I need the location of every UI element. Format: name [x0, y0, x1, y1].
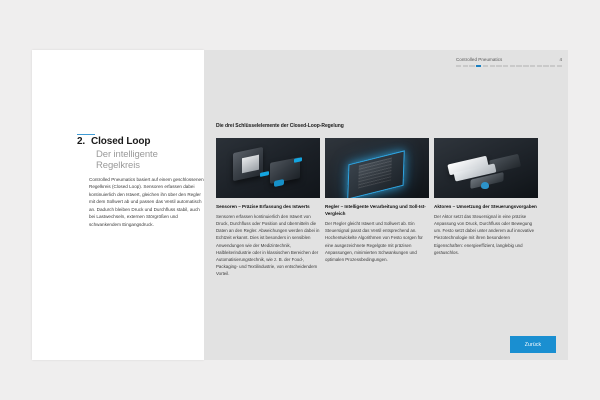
card-title: Aktoren – Umsetzung der Steuerungsvorgaben: [434, 204, 537, 209]
left-text-page: [32, 50, 204, 360]
sensor-devices-photo: [216, 138, 320, 198]
slide-header: [456, 57, 562, 67]
progress-segment[interactable]: [516, 65, 521, 67]
progress-segment[interactable]: [463, 65, 468, 67]
key-elements-cards: [216, 138, 538, 277]
page-number: 4: [559, 57, 562, 62]
progress-segment[interactable]: [503, 65, 508, 67]
blue-accent-1: [260, 171, 269, 177]
progress-segment[interactable]: [543, 65, 548, 67]
progress-segment[interactable]: [523, 65, 528, 67]
intro-paragraph: Controlled Pneumatics basiert auf einem geschlossenen Regelkreis (Closed Loop). Sensoren erfassen dabei kontinuierlich den Istwert, gleichen ihn über den Regler mit dem Sollwert ab und passen das Ventil automatisch an. Dadurch bleiben Druck und Durchfluss stabil, auch bei Lastwechseln, externen Störgrößen und schwankendem Eingangsdruck.: [89, 177, 204, 227]
progress-segment[interactable]: [490, 65, 495, 67]
slide-header-row: [456, 57, 562, 62]
progress-segment[interactable]: [530, 65, 535, 67]
chapter-subtitle: Der intelligente Regelkreis: [96, 149, 158, 171]
deck-title: Controlled Pneumatics: [456, 57, 503, 62]
card-body: Sensoren erfassen kontinuierlich den Istwert von Druck, Durchfluss oder Position und übermitteln die Daten an den Regler. Abweichungen werden dabei in Echtzeit erkannt. Dies ist besonders in sensiblen Anwendungen wie der Medizintechnik, Halbleiterindustrie oder in klassischen Bereichen der Automatisierungstechnik, wie z. B. der Food-, Packaging- und Textilindustrie, von entscheidendem Vorteil.: [216, 214, 320, 277]
heading-accent-rule: [77, 134, 95, 135]
controller-chip-photo: [325, 138, 429, 198]
section-title: Die drei Schlüsselelemente der Closed-Loop-Regelung: [216, 123, 344, 129]
card-body: Der Aktor setzt das Steuersignal in eine präzise Anpassung von Druck, Durchfluss oder Bewegung um. Festo setzt dabei unter anderem auf innovative Piezotechnologie mit ihren besonderen Eigenschaften: energieeffizient, langlebig und geräuschlos.: [434, 214, 535, 255]
progress-indicator[interactable]: [456, 65, 562, 67]
card-title: Sensoren – Präzise Erfassung des Istwerts: [216, 204, 310, 209]
progress-segment[interactable]: [550, 65, 555, 67]
progress-segment[interactable]: [496, 65, 501, 67]
actuator-blue-port: [481, 182, 489, 189]
progress-segment[interactable]: [557, 65, 562, 67]
card-controller: [325, 138, 429, 277]
blue-accent-2: [294, 157, 302, 163]
chapter-number: 2.: [77, 136, 85, 147]
progress-segment[interactable]: [483, 65, 488, 67]
progress-segment[interactable]: [510, 65, 515, 67]
back-button[interactable]: Zurück: [510, 336, 556, 353]
card-body: Der Regler gleicht Istwert und Sollwert ab. Ein Steuersignal passt das Ventil entsprechend an. Hochentwickelte Algorithmen von Festo sorgen für eine ausgezeichnete Regelgüte mit präzisen Anpassungen, minimierten Schwankungen und optimalen Prozessbedingungen.: [325, 221, 423, 262]
card-title: Regler – Intelligente Verarbeitung und Soll-Ist-Vergleich: [325, 204, 426, 217]
blue-accent-3: [274, 179, 284, 187]
card-actuators: [434, 138, 538, 277]
progress-segment[interactable]: [476, 65, 481, 67]
sensor-box-large: [233, 147, 263, 181]
progress-segment[interactable]: [537, 65, 542, 67]
actuator-valve-photo: [434, 138, 538, 198]
card-sensors: [216, 138, 320, 277]
progress-segment[interactable]: [469, 65, 474, 67]
chapter-title: Closed Loop: [90, 136, 151, 147]
progress-segment[interactable]: [456, 65, 461, 67]
